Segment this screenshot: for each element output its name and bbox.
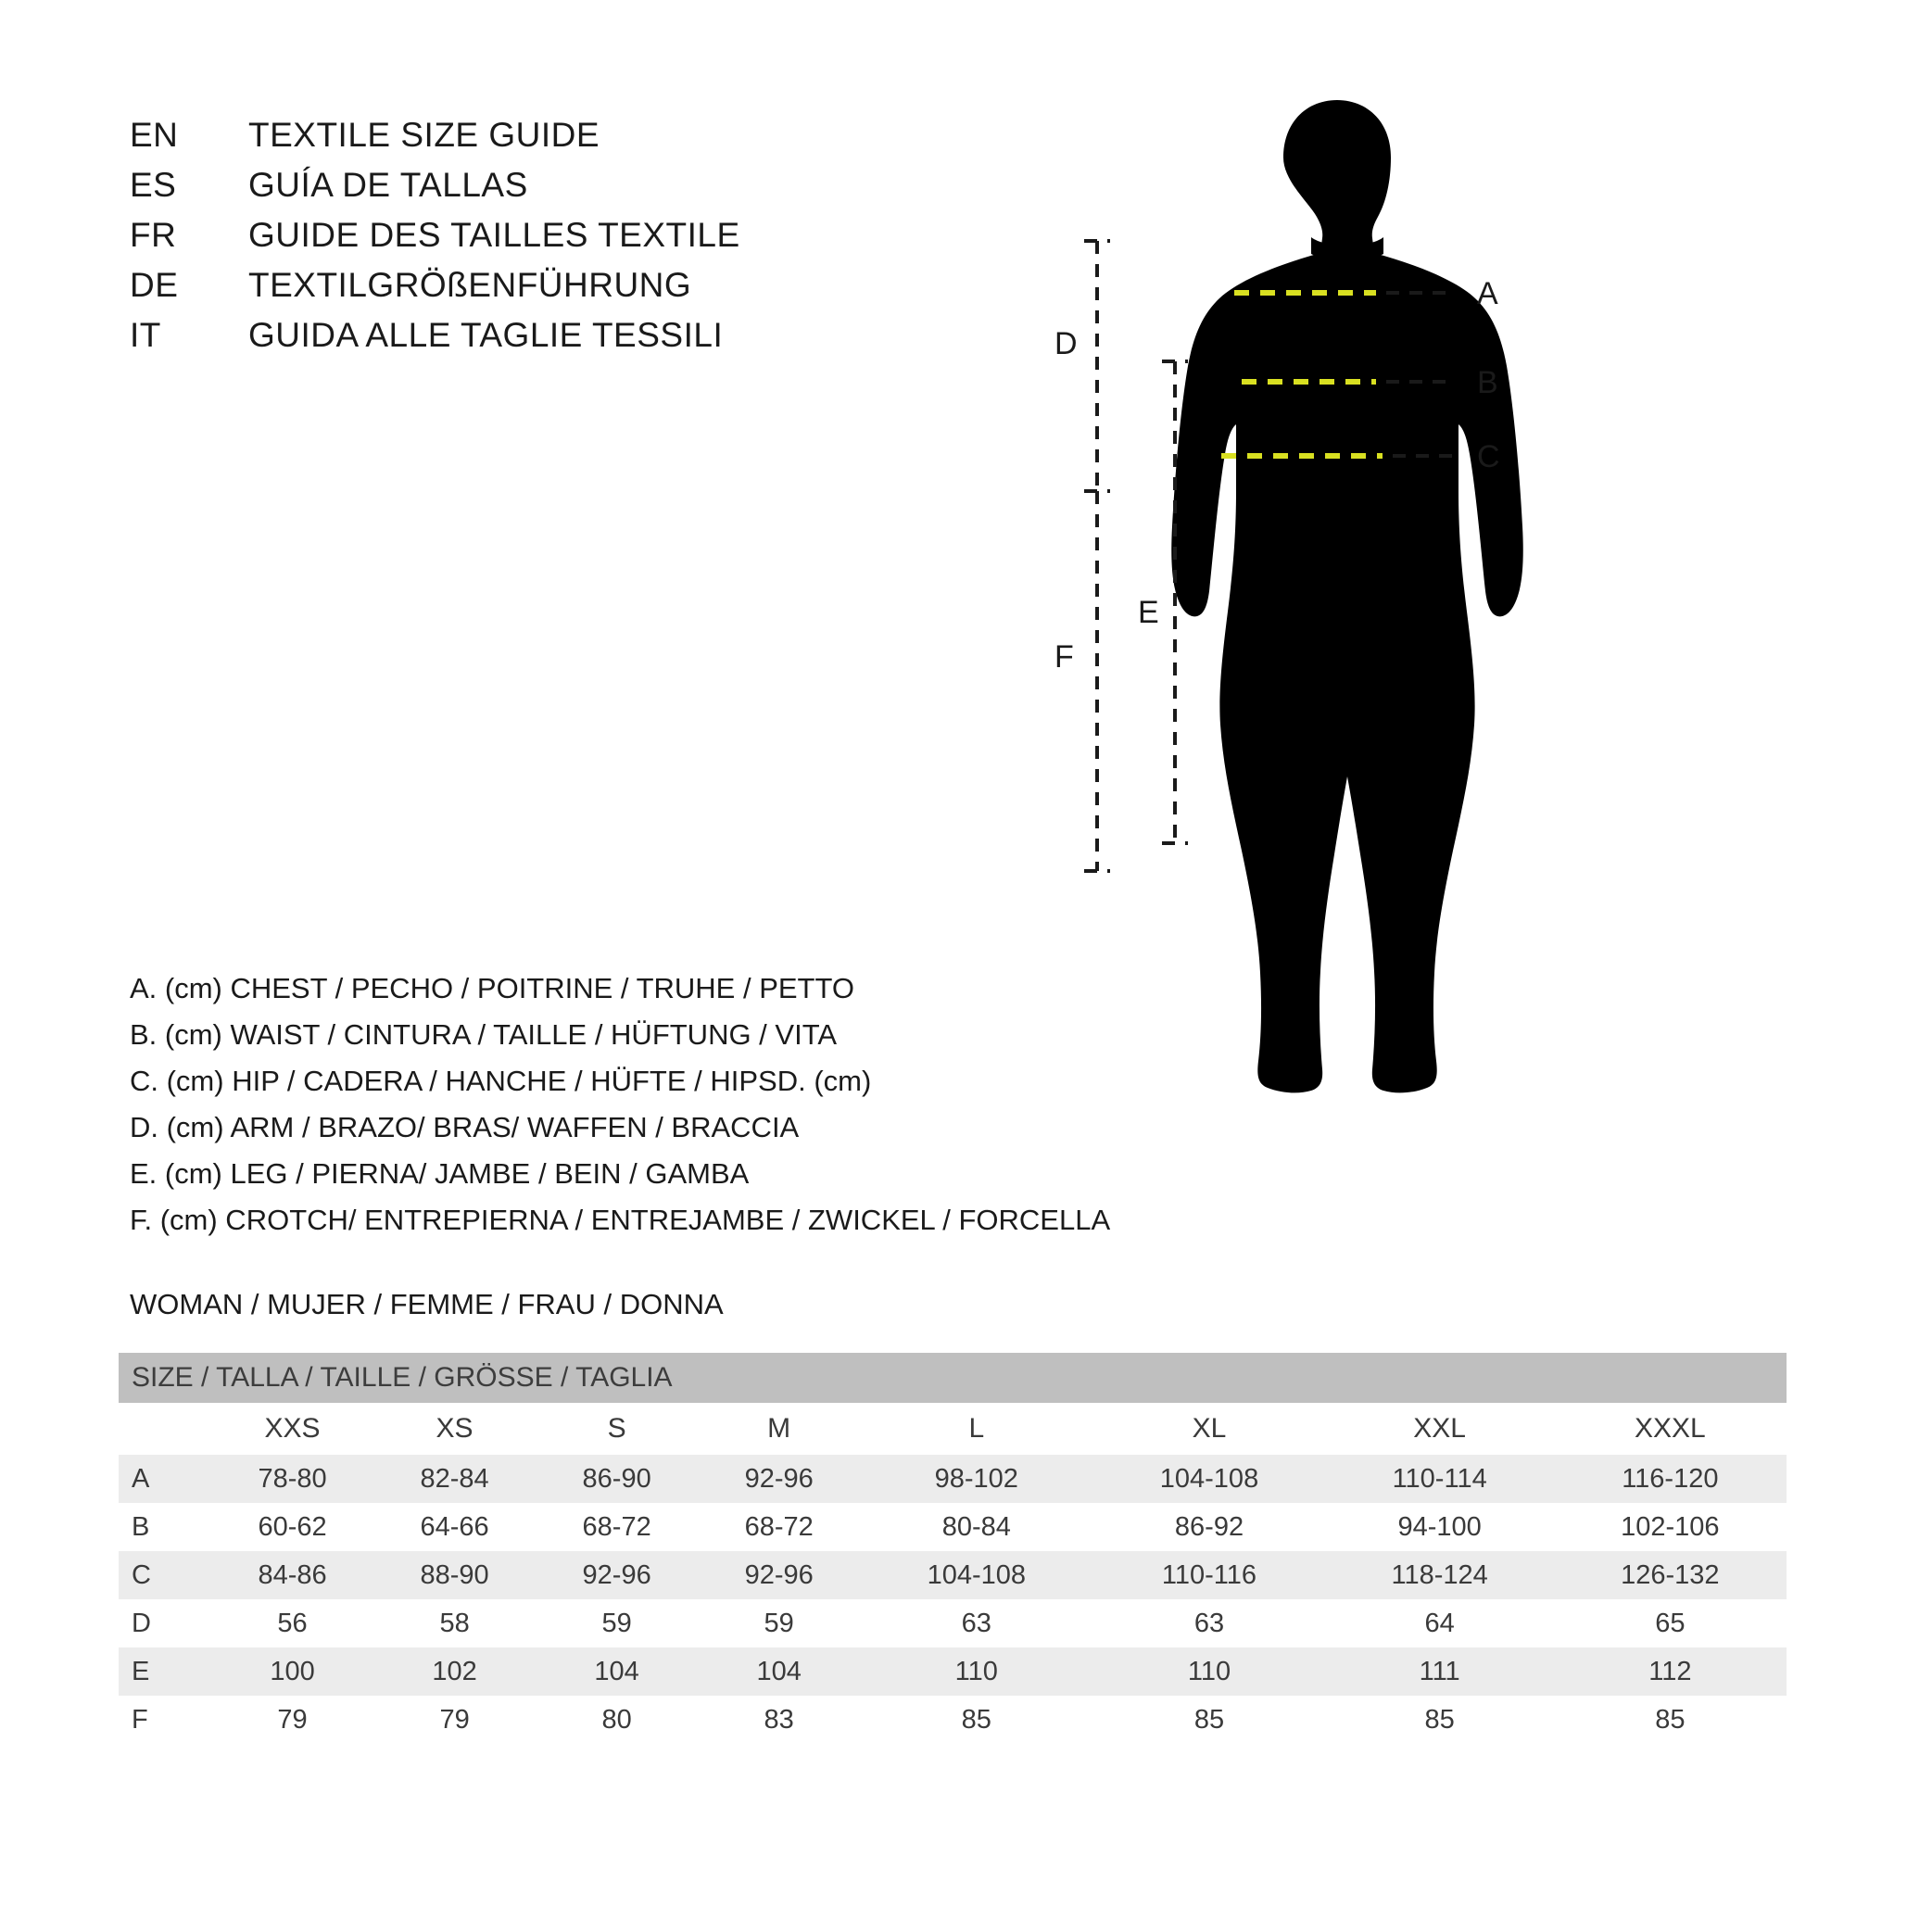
cell-d-xs: 58 [373, 1599, 536, 1647]
table-row [119, 1455, 1787, 1503]
title-lang-es: ES [130, 166, 177, 204]
legend-block [130, 966, 1110, 1243]
size-table [119, 1353, 1787, 1744]
table-sizes-row [119, 1403, 1787, 1455]
cell-b-m: 68-72 [698, 1503, 860, 1551]
cell-a-xxs: 78-80 [211, 1455, 373, 1503]
size-header-s: S [536, 1403, 698, 1455]
legend-item-c: C. (cm) HIP / CADERA / HANCHE / HÜFTE / HIPSD. (cm) [130, 1065, 872, 1097]
cell-c-l: 104-108 [860, 1551, 1092, 1599]
cell-d-l: 63 [860, 1599, 1092, 1647]
cell-a-l: 98-102 [860, 1455, 1092, 1503]
size-header-l: L [860, 1403, 1092, 1455]
cell-d-xl: 63 [1092, 1599, 1325, 1647]
cell-f-xs: 79 [373, 1696, 536, 1744]
title-lang-de: DE [130, 266, 179, 304]
cell-f-s: 80 [536, 1696, 698, 1744]
cell-e-l: 110 [860, 1647, 1092, 1696]
cell-e-m: 104 [698, 1647, 860, 1696]
title-row-fr [130, 216, 740, 266]
title-row-de [130, 266, 740, 316]
cell-b-xs: 64-66 [373, 1503, 536, 1551]
title-text-de: TEXTILGRÖßENFÜHRUNG [248, 266, 692, 304]
legend-item-f: F. (cm) CROTCH/ ENTREPIERNA / ENTREJAMBE / ZWICKEL / FORCELLA [130, 1204, 1111, 1236]
cell-e-xxl: 111 [1326, 1647, 1554, 1696]
table-row [119, 1551, 1787, 1599]
size-header-xxxl: XXXL [1554, 1403, 1787, 1455]
table-header-band [119, 1353, 1787, 1403]
size-header-xxs: XXS [211, 1403, 373, 1455]
title-text-fr: GUIDE DES TAILLES TEXTILE [248, 216, 740, 254]
size-header-m: M [698, 1403, 860, 1455]
cell-e-s: 104 [536, 1647, 698, 1696]
marker-label-b: B [1477, 365, 1498, 400]
title-block [130, 116, 740, 366]
title-text-en: TEXTILE SIZE GUIDE [248, 116, 600, 154]
title-lang-fr: FR [130, 216, 177, 254]
table-row [119, 1599, 1787, 1647]
cell-c-m: 92-96 [698, 1551, 860, 1599]
legend-item-a: A. (cm) CHEST / PECHO / POITRINE / TRUHE / PETTO [130, 972, 854, 1004]
cell-a-xl: 104-108 [1092, 1455, 1325, 1503]
size-header-xs: XS [373, 1403, 536, 1455]
table-row [119, 1696, 1787, 1744]
cell-b-xxl: 94-100 [1326, 1503, 1554, 1551]
cell-a-xs: 82-84 [373, 1455, 536, 1503]
cell-b-xxs: 60-62 [211, 1503, 373, 1551]
cell-c-xl: 110-116 [1092, 1551, 1325, 1599]
cell-b-xxxl: 102-106 [1554, 1503, 1787, 1551]
marker-label-a: A [1477, 276, 1498, 311]
row-label-b: B [119, 1503, 211, 1551]
title-lang-en: EN [130, 116, 179, 154]
legend-item-b: B. (cm) WAIST / CINTURA / TAILLE / HÜFTUNG / VITA [130, 1018, 838, 1051]
title-row-it [130, 316, 740, 366]
measurement-diagram [1054, 56, 1844, 1186]
cell-a-s: 86-90 [536, 1455, 698, 1503]
marker-label-e: E [1138, 595, 1159, 630]
table-row [119, 1503, 1787, 1551]
row-label-e: E [119, 1647, 211, 1696]
cell-c-xxxl: 126-132 [1554, 1551, 1787, 1599]
marker-label-d: D [1054, 326, 1078, 361]
cell-f-l: 85 [860, 1696, 1092, 1744]
table-row [119, 1647, 1787, 1696]
cell-b-s: 68-72 [536, 1503, 698, 1551]
legend-item-e: E. (cm) LEG / PIERNA/ JAMBE / BEIN / GAMBA [130, 1157, 750, 1190]
row-label-c: C [119, 1551, 211, 1599]
marker-label-f: F [1054, 639, 1074, 675]
cell-c-s: 92-96 [536, 1551, 698, 1599]
cell-f-xl: 85 [1092, 1696, 1325, 1744]
row-label-f: F [119, 1696, 211, 1744]
legend-item-d: D. (cm) ARM / BRAZO/ BRAS/ WAFFEN / BRACCIA [130, 1111, 800, 1143]
cell-d-m: 59 [698, 1599, 860, 1647]
cell-d-xxs: 56 [211, 1599, 373, 1647]
cell-e-xxs: 100 [211, 1647, 373, 1696]
gender-title: WOMAN / MUJER / FEMME / FRAU / DONNA [130, 1288, 724, 1320]
cell-e-xl: 110 [1092, 1647, 1325, 1696]
row-label-d: D [119, 1599, 211, 1647]
title-text-it: GUIDA ALLE TAGLIE TESSILI [248, 316, 724, 354]
title-text-es: GUÍA DE TALLAS [248, 166, 528, 204]
cell-e-xs: 102 [373, 1647, 536, 1696]
cell-a-xxxl: 116-120 [1554, 1455, 1787, 1503]
cell-f-m: 83 [698, 1696, 860, 1744]
sizes-row-corner [119, 1403, 211, 1455]
cell-f-xxxl: 85 [1554, 1696, 1787, 1744]
title-row-es [130, 166, 740, 216]
table-header-label: SIZE / TALLA / TAILLE / GRÖSSE / TAGLIA [119, 1353, 1787, 1403]
cell-e-xxxl: 112 [1554, 1647, 1787, 1696]
row-label-a: A [119, 1455, 211, 1503]
size-header-xl: XL [1092, 1403, 1325, 1455]
cell-d-xxxl: 65 [1554, 1599, 1787, 1647]
cell-c-xxs: 84-86 [211, 1551, 373, 1599]
cell-b-xl: 86-92 [1092, 1503, 1325, 1551]
woman-silhouette [1171, 100, 1523, 1092]
cell-c-xs: 88-90 [373, 1551, 536, 1599]
cell-d-xxl: 64 [1326, 1599, 1554, 1647]
marker-label-c: C [1477, 439, 1500, 474]
cell-f-xxs: 79 [211, 1696, 373, 1744]
cell-d-s: 59 [536, 1599, 698, 1647]
cell-b-l: 80-84 [860, 1503, 1092, 1551]
cell-a-m: 92-96 [698, 1455, 860, 1503]
title-lang-it: IT [130, 316, 161, 354]
cell-f-xxl: 85 [1326, 1696, 1554, 1744]
title-row-en [130, 116, 740, 166]
cell-a-xxl: 110-114 [1326, 1455, 1554, 1503]
cell-c-xxl: 118-124 [1326, 1551, 1554, 1599]
size-header-xxl: XXL [1326, 1403, 1554, 1455]
